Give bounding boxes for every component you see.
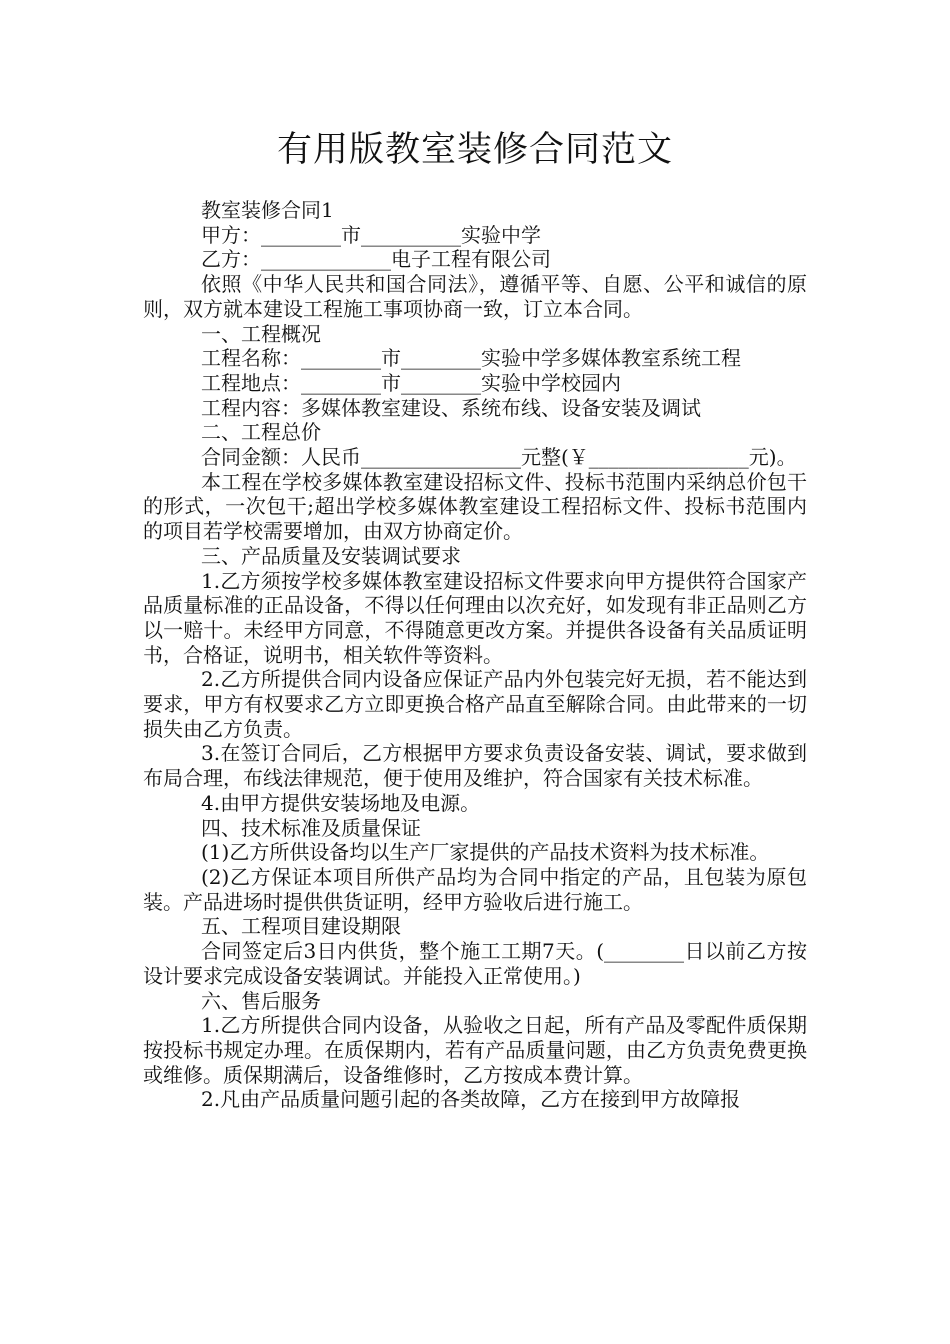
section-line: 工程地点：________市________实验中学校园内 — [201, 370, 621, 395]
section-line: 二、工程总价 — [201, 420, 321, 445]
paragraph: 合同签定后3日内供货，整个施工工期7天。(________日以前乙方按设计要求完成设备安装调试。并能投入正常使用。) — [143, 939, 807, 988]
document-body — [143, 198, 807, 1112]
section-line: 乙方：_____________电子工程有限公司 — [201, 247, 551, 272]
paragraph: 合同金额：人民币________________元整(￥________________元)。 — [201, 445, 797, 470]
paragraph: 1.乙方须按学校多媒体教室建设招标文件要求向甲方提供符合国家产品质量标准的正品设备，不得以任何理由以次充好，如发现有非正品则乙方以一赔十。未经甲方同意，不得随意更改方案。并提供各设备有关品质证明书，合格证，说明书，相关软件等资料。 — [143, 568, 807, 667]
paragraph: 依照《中华人民共和国合同法》，遵循平等、自愿、公平和诚信的原则，双方就本建设工程施工事项协商一致，订立本合同。 — [143, 272, 807, 321]
section-line: 五、工程项目建设期限 — [201, 914, 401, 939]
section-line: 三、产品质量及安装调试要求 — [201, 543, 461, 568]
section-line: 六、售后服务 — [201, 988, 321, 1013]
paragraph: 2.乙方所提供合同内设备应保证产品内外包装完好无损，若不能达到要求，甲方有权要求乙方立即更换合格产品直至解除合同。由此带来的一切损失由乙方负责。 — [143, 667, 807, 741]
section-line: 工程内容：多媒体教室建设、系统布线、设备安装及调试 — [201, 395, 701, 420]
section-line: 教室装修合同1 — [201, 198, 334, 222]
section-line: 甲方：________市__________实验中学 — [201, 222, 541, 247]
paragraph: 4.由甲方提供安装场地及电源。 — [201, 790, 481, 815]
section-line: 一、工程概况 — [201, 321, 321, 346]
paragraph: (1)乙方所供设备均以生产厂家提供的产品技术资料为技术标准。 — [201, 840, 770, 865]
paragraph: (2)乙方保证本项目所供产品均为合同中指定的产品，且包装为原包装。产品进场时提供供货证明，经甲方验收后进行施工。 — [143, 864, 807, 914]
section-line: 四、技术标准及质量保证 — [201, 815, 421, 840]
paragraph: 2.凡由产品质量问题引起的各类故障，乙方在接到甲方故障报 — [201, 1087, 741, 1112]
document-title: 有用版教室装修合同范文 — [276, 130, 673, 170]
paragraph: 本工程在学校多媒体教室建设招标文件、投标书范围内采纳总价包干的形式，一次包干;超出学校多媒体教室建设工程招标文件、投标书范围内的项目若学校需要增加，由双方协商定价。 — [143, 469, 807, 544]
paragraph: 1.乙方所提供合同内设备，从验收之日起，所有产品及零配件质保期按投标书规定办理。在质保期内，若有产品质量问题，由乙方负责免费更换或维修。质保期满后，设备维修时，乙方按成本费计算。 — [143, 1013, 807, 1087]
paragraph: 3.在签订合同后，乙方根据甲方要求负责设备安装、调试，要求做到布局合理，布线法律规范，便于使用及维护，符合国家有关技术标准。 — [143, 741, 807, 791]
section-line: 工程名称：________市________实验中学多媒体教室系统工程 — [201, 346, 741, 371]
